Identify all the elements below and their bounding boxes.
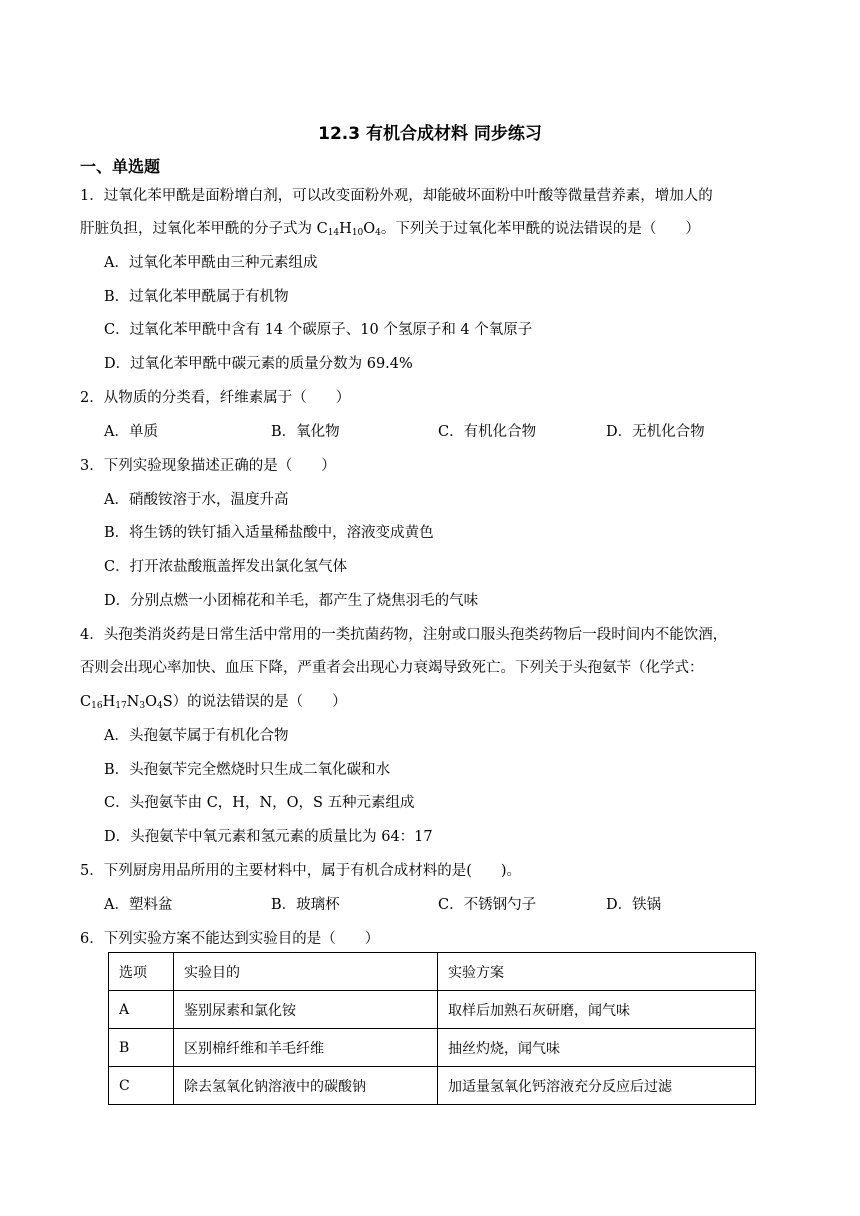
table-cell-purpose: 除去氢氧化钠溶液中的碳酸钠 bbox=[174, 1067, 438, 1105]
q5-option-d: D．铁锅 bbox=[606, 897, 662, 913]
table-cell-plan: 取样后加熟石灰研磨，闻气味 bbox=[438, 991, 756, 1029]
section-heading: 一、单选题 bbox=[80, 157, 161, 176]
q5-option-b: B．玻璃杯 bbox=[271, 897, 340, 913]
q1-option-d: D．过氧化苯甲酰中碳元素的质量分数为 69.4% bbox=[104, 356, 413, 372]
q1-option-a: A．过氧化苯甲酰由三种元素组成 bbox=[104, 255, 318, 271]
q2-option-c: C．有机化合物 bbox=[438, 424, 537, 440]
table-row bbox=[109, 991, 756, 1029]
q5-option-c: C．不锈钢勺子 bbox=[438, 897, 537, 913]
q1-option-b: B．过氧化苯甲酰属于有机物 bbox=[104, 289, 289, 305]
q4-option-c: C．头孢氨苄由 C，H，N，O，S 五种元素组成 bbox=[104, 795, 415, 811]
table-header-row bbox=[109, 953, 756, 991]
q1-stem-line-1: 1．过氧化苯甲酰是面粉增白剂，可以改变面粉外观，却能破坏面粉中叶酸等微量营养素，增加人的 bbox=[80, 188, 713, 204]
q4-stem-line-1: 4．头孢类消炎药是日常生活中常用的一类抗菌药物，注射或口服头孢类药物后一段时间内不能饮酒， bbox=[80, 627, 728, 643]
q4-stem-line-2: 否则会出现心率加快、血压下降，严重者会出现心力衰竭导致死亡。下列关于头孢氨苄（化学式： bbox=[80, 660, 704, 676]
q2-option-a: A．单质 bbox=[104, 424, 158, 440]
page-title: 12.3 有机合成材料 同步练习 bbox=[318, 124, 542, 144]
q2-stem: 2．从物质的分类看，纤维素属于（ ） bbox=[80, 390, 351, 406]
q3-option-c: C．打开浓盐酸瓶盖挥发出氯化氢气体 bbox=[104, 559, 348, 575]
q4-option-a: A．头孢氨苄属于有机化合物 bbox=[104, 728, 289, 744]
header-cell-purpose: 实验目的 bbox=[174, 953, 438, 991]
q5-stem: 5．下列厨房用品所用的主要材料中，属于有机合成材料的是( )。 bbox=[80, 863, 522, 879]
q5-option-a: A．塑料盆 bbox=[104, 897, 173, 913]
q3-option-b: B．将生锈的铁钉插入适量稀盐酸中，溶液变成黄色 bbox=[104, 525, 434, 541]
q6-table bbox=[108, 952, 756, 1105]
q3-stem: 3．下列实验现象描述正确的是（ ） bbox=[80, 458, 336, 474]
header-cell-option: 选项 bbox=[109, 953, 174, 991]
q6-stem: 6．下列实验方案不能达到实验目的是（ ） bbox=[80, 931, 380, 947]
table-cell-purpose: 区别棉纤维和羊毛纤维 bbox=[174, 1029, 438, 1067]
table-cell-purpose: 鉴别尿素和氯化铵 bbox=[174, 991, 438, 1029]
table-cell-option: B bbox=[109, 1029, 174, 1067]
header-cell-plan: 实验方案 bbox=[438, 953, 756, 991]
q2-option-d: D．无机化合物 bbox=[606, 424, 705, 440]
q3-option-d: D．分别点燃一小团棉花和羊毛，都产生了烧焦羽毛的气味 bbox=[104, 593, 479, 609]
table-cell-option: C bbox=[109, 1067, 174, 1105]
q2-option-b: B．氧化物 bbox=[271, 424, 340, 440]
q4-option-d: D．头孢氨苄中氧元素和氢元素的质量比为 64：17 bbox=[104, 829, 433, 845]
q4-option-b: B．头孢氨苄完全燃烧时只生成二氧化碳和水 bbox=[104, 762, 391, 778]
table-cell-plan: 抽丝灼烧，闻气味 bbox=[438, 1029, 756, 1067]
q1-option-c: C．过氧化苯甲酰中含有 14 个碳原子、10 个氢原子和 4 个氧原子 bbox=[104, 322, 533, 338]
q4-stem-line-3: $C_{16}H_{17}N_3O_4S$）的说法错误的是（ ） bbox=[80, 694, 347, 711]
q3-option-a: A．硝酸铵溶于水，温度升高 bbox=[104, 492, 289, 508]
table-row bbox=[109, 1067, 756, 1105]
q1-stem-line-2: 肝脏负担，过氧化苯甲酰的分子式为 $C_{14}H_{10}O_4$。下列关于过氧化苯甲酰的说法错误的是（ ） bbox=[80, 221, 700, 238]
table-cell-option: A bbox=[109, 991, 174, 1029]
table-cell-plan: 加适量氢氧化钙溶液充分反应后过滤 bbox=[438, 1067, 756, 1105]
table-row bbox=[109, 1029, 756, 1067]
